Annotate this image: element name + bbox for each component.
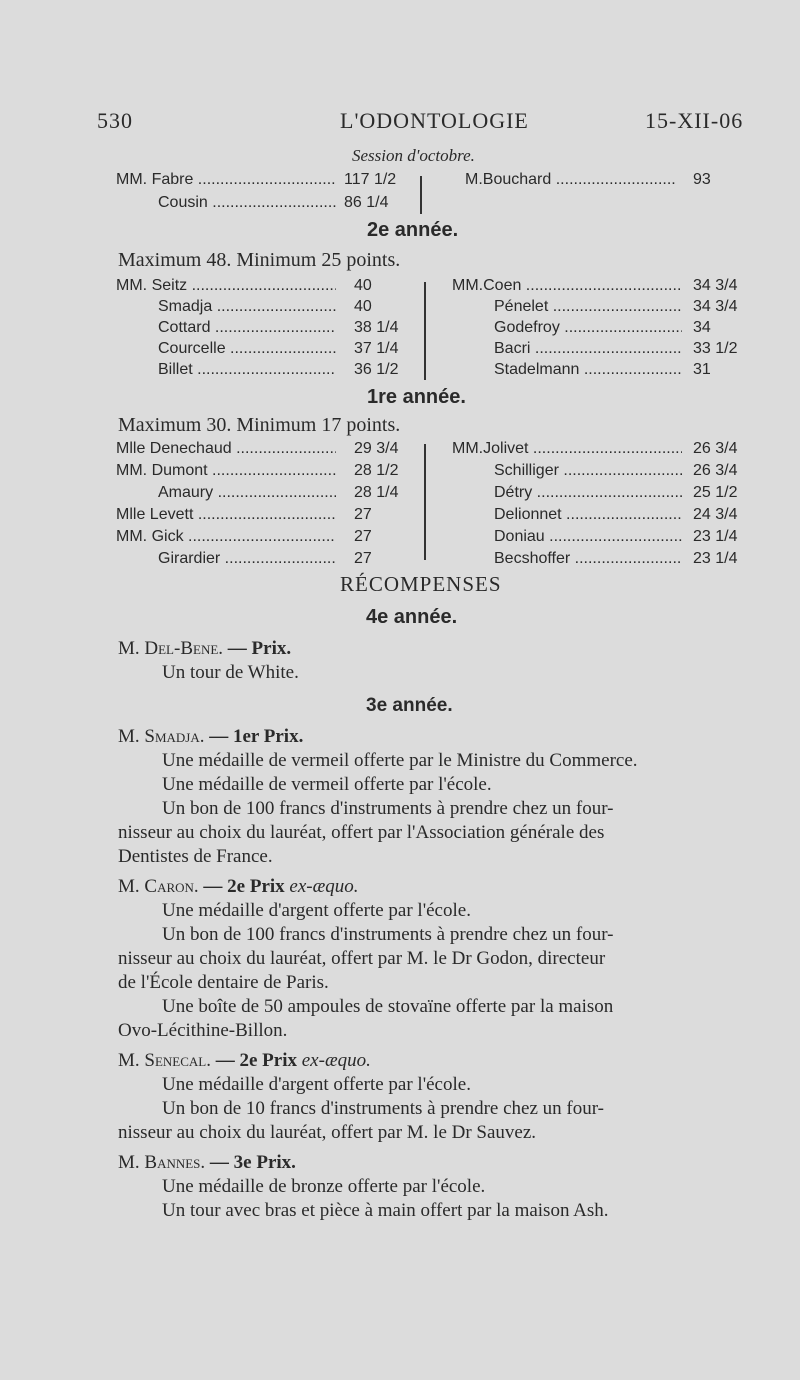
- year2-max-min: Maximum 48. Minimum 25 points.: [118, 249, 401, 271]
- score-row: Courcelle ..... 37 1/4: [116, 340, 416, 362]
- prize-item: Un tour avec bras et pièce à main offert par la maison Ash.: [162, 1200, 609, 1221]
- score-row: M.Bouchard ..... 93: [465, 171, 745, 193]
- score-row: Becshoffer ..... 23 1/4: [452, 550, 757, 572]
- prize-item: Ovo-Lécithine-Billon.: [118, 1020, 288, 1041]
- prize-item: nisseur au choix du lauréat, offert par l'Association générale des: [118, 822, 605, 843]
- prize-item: Dentistes de France.: [118, 846, 273, 867]
- score-row: MM.Jolivet ..... 26 3/4: [452, 440, 757, 462]
- score-row: MM. Fabre ..... 117 1/2: [116, 171, 406, 193]
- prize-item: nisseur au choix du lauréat, offert par M. le Dr Sauvez.: [118, 1122, 537, 1143]
- score-row: Stadelmann ..... 31: [452, 361, 757, 383]
- score-row: Billet ..... 36 1/2: [116, 361, 416, 383]
- prize-bannes: M. Bannes. — 3e Prix.: [118, 1152, 296, 1173]
- score-row: Doniau ..... 23 1/4: [452, 528, 757, 550]
- year2-title: 2e année.: [367, 219, 459, 241]
- year4-title: 4e année.: [366, 606, 458, 628]
- score-row: MM.Coen ..... 34 3/4: [452, 277, 757, 299]
- issue-date: 15-XII-06: [645, 108, 744, 133]
- prize-item: Une médaille de vermeil offerte par l'école.: [162, 774, 492, 795]
- prize-caron: M. Caron. — 2e Prix ex-æquo.: [118, 876, 359, 897]
- prize-item: Une médaille d'argent offerte par l'école.: [162, 1074, 471, 1095]
- score-row: Mlle Levett ..... 27: [116, 506, 416, 528]
- session-title: Session d'octobre.: [352, 146, 475, 165]
- rewards-title: RÉCOMPENSES: [340, 572, 502, 596]
- prize-smadja: M. Smadja. — 1er Prix.: [118, 726, 304, 747]
- prize-item: nisseur au choix du lauréat, offert par M. le Dr Godon, directeur: [118, 948, 606, 969]
- prize-item: Une médaille de bronze offerte par l'école.: [162, 1176, 486, 1197]
- prize-delbene: M. Del-Bene. — Prix.: [118, 638, 292, 659]
- score-row: Schilliger ..... 26 3/4: [452, 462, 757, 484]
- score-row: MM. Seitz ..... 40: [116, 277, 416, 299]
- prize-item: Un bon de 100 francs d'instruments à prendre chez un four-: [162, 798, 614, 819]
- score-row: Smadja ..... 40: [116, 298, 416, 320]
- prize-item: Un tour de White.: [162, 662, 299, 683]
- prize-item: Un bon de 100 francs d'instruments à prendre chez un four-: [162, 924, 614, 945]
- year1-title: 1re année.: [367, 386, 466, 408]
- score-row: MM. Gick ..... 27: [116, 528, 416, 550]
- score-row: Delionnet ..... 24 3/4: [452, 506, 757, 528]
- score-row: MM. Dumont ..... 28 1/2: [116, 462, 416, 484]
- score-row: Girardier ..... 27: [116, 550, 416, 572]
- score-row: Amaury ..... 28 1/4: [116, 484, 416, 506]
- score-row: Cottard ..... 38 1/4: [116, 319, 416, 341]
- score-row: Détry ..... 25 1/2: [452, 484, 757, 506]
- page-number: 530: [97, 108, 133, 133]
- prize-item: de l'École dentaire de Paris.: [118, 972, 329, 993]
- prize-item: Un bon de 10 francs d'instruments à prendre chez un four-: [162, 1098, 605, 1119]
- year1-max-min: Maximum 30. Minimum 17 points.: [118, 414, 401, 436]
- score-row: Pénelet ..... 34 3/4: [452, 298, 757, 320]
- score-row: Cousin ..... 86 1/4: [116, 194, 406, 216]
- journal-title: L'ODONTOLOGIE: [340, 108, 529, 133]
- prize-senecal: M. Senecal. — 2e Prix ex-æquo.: [118, 1050, 371, 1071]
- prize-item: Une médaille d'argent offerte par l'école.: [162, 900, 471, 921]
- score-row: Mlle Denechaud ..... 29 3/4: [116, 440, 416, 462]
- prize-item: Une boîte de 50 ampoules de stovaïne offerte par la maison: [162, 996, 614, 1017]
- score-row: Bacri ..... 33 1/2: [452, 340, 757, 362]
- year3-title: 3e année.: [366, 695, 453, 716]
- score-row: Godefroy ..... 34: [452, 319, 757, 341]
- prize-item: Une médaille de vermeil offerte par le Ministre du Commerce.: [162, 750, 638, 771]
